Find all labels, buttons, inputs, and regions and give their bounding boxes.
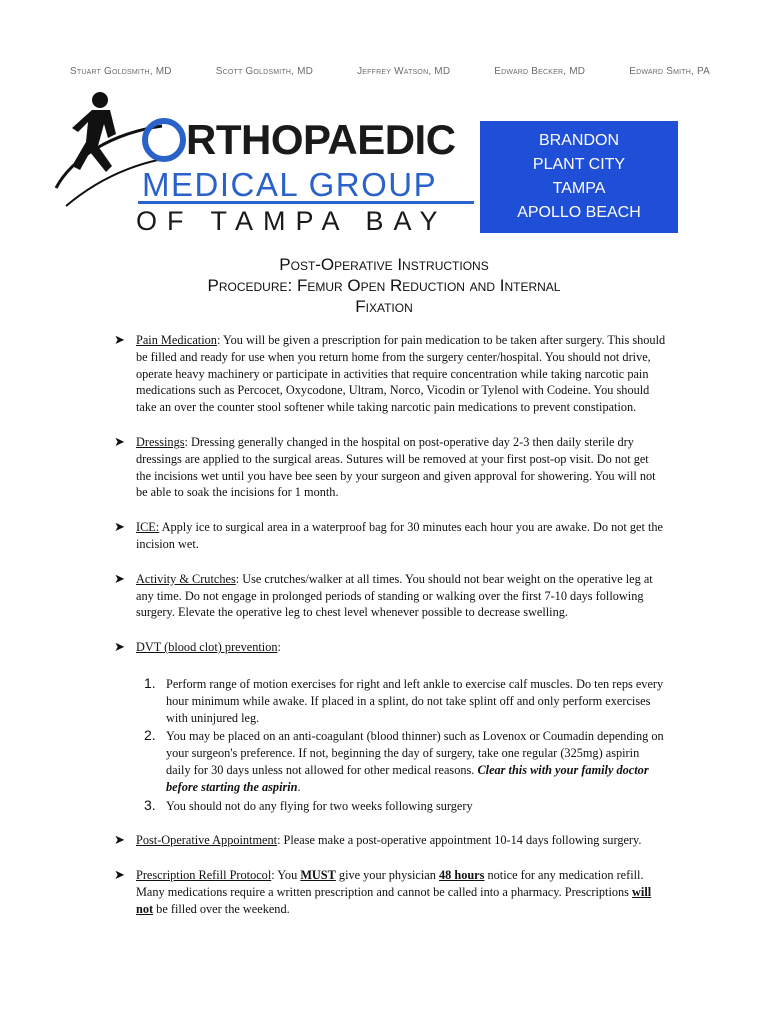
section-text: : Please make a post-operative appointment 10-14 days following surgery. — [277, 833, 642, 848]
section-text: Apply ice to surgical area in a waterproof bag for 30 minutes each hour you are awake. Do not get the incision wet. — [136, 520, 664, 551]
post-op-appointment-section — [114, 832, 666, 849]
section-text: notice for any medication refill. Many medications require a written prescription and cannot be called into a pharmacy. Prescriptions — [136, 868, 644, 899]
arrow-bullet-icon: ➤ — [114, 832, 125, 848]
location-item: APOLLO BEACH — [517, 204, 641, 221]
location-item: BRANDON — [538, 132, 619, 149]
title-line-1: Post-Operative Instructions — [279, 255, 489, 274]
ice-section — [114, 519, 666, 553]
emphasis-48-hours: 48 hours — [438, 868, 485, 883]
section-text: : — [277, 640, 281, 655]
dressings-section — [114, 434, 666, 501]
section-label: Pain Medication — [136, 333, 217, 347]
location-item: TAMPA — [552, 180, 606, 197]
locations-box — [480, 121, 678, 233]
logo-text-tampa-bay: OF TAMPA BAY — [136, 206, 448, 236]
section-text: be filled over the weekend. — [153, 901, 290, 916]
step-end: . — [297, 779, 301, 794]
instructions-body — [114, 332, 666, 936]
doctor-name: Edward Becker, MD — [494, 66, 586, 77]
arrow-bullet-icon: ➤ — [114, 433, 125, 449]
clinic-logo — [52, 88, 492, 238]
logo-text-medical-group: MEDICAL GROUP — [142, 166, 438, 203]
section-text: : You — [271, 868, 301, 883]
doctor-name: Stuart Goldsmith, MD — [70, 66, 172, 77]
dvt-steps-list — [144, 676, 666, 814]
title-line-2: Procedure: Femur Open Reduction and Internal — [207, 276, 561, 295]
location-item: PLANT CITY — [532, 156, 626, 173]
list-item — [144, 798, 666, 815]
arrow-bullet-icon: ➤ — [114, 519, 125, 535]
arrow-bullet-icon: ➤ — [114, 639, 125, 655]
section-label: ICE: — [136, 520, 160, 535]
arrow-bullet-icon: ➤ — [114, 332, 125, 347]
logo-text-orthopaedic: RTHOPAEDIC — [186, 116, 456, 163]
pain-medication-section — [114, 332, 666, 416]
doctor-name: Edward Smith, PA — [629, 66, 710, 77]
document-title — [70, 254, 698, 317]
activity-crutches-section — [114, 571, 666, 621]
doctor-name: Scott Goldsmith, MD — [215, 66, 314, 77]
section-text: : You will be given a prescription for pain medication to be taken after surgery. This should be filled and ready for use when you return home from the surgery center/hospital. You should not drive, operate heavy machinery or participate in activities that require concentration while taking narcotic pain medications such as Percocet, Oxycodone, Ultram, Norco, Vicodin or Tylenol with Codeine. You should take an over the counter stool softener while taking narcotic pain medications to prevent constipation. — [136, 333, 666, 415]
section-label: DVT (blood clot) prevention — [136, 640, 278, 655]
step-emphasis: Clear this with your family doctor before starting the aspirin — [166, 762, 649, 794]
emphasis-must: MUST — [300, 868, 336, 883]
step-text: Perform range of motion exercises for right and left ankle to exercise calf muscles. Do ten reps every hour minimum while awake. If placed in a splint, do not take splint off and only perform exercises with uninjured leg. — [166, 676, 664, 725]
prescription-refill-section — [114, 867, 666, 917]
title-line-3: Fixation — [355, 297, 413, 316]
section-label: Activity & Crutches — [136, 571, 236, 586]
section-text: give your physician — [335, 868, 439, 883]
section-label: Dressings — [136, 434, 185, 449]
dvt-prevention-section — [114, 639, 666, 656]
list-item — [144, 728, 666, 795]
section-label: Prescription Refill Protocol — [136, 868, 272, 883]
step-number: 3. — [144, 796, 156, 813]
step-number: 2. — [144, 727, 156, 744]
step-number: 1. — [144, 674, 156, 691]
emphasis-will-not: will not — [136, 884, 652, 916]
doctor-list — [70, 66, 710, 77]
list-item — [144, 676, 666, 726]
doctor-name: Jeffrey Watson, MD — [357, 66, 451, 77]
arrow-bullet-icon: ➤ — [114, 867, 125, 883]
section-text: : Use crutches/walker at all times. You should not bear weight on the operative leg at any time. Do not engage in prolonged periods of standing or walking over the first 7-10 days following surgery. Elevate the operative leg to chest level whenever possible to decrease swelling. — [136, 571, 653, 620]
section-text: : Dressing generally changed in the hospital on post-operative day 2-3 then daily sterile dry dressings are applied to the surgical areas. Sutures will be removed at your first post-op visit. Do not get the incisions wet until you have bee seen by your surgeon and given approval for showering. You will not be able to soak the incisions for 1 month. — [136, 434, 656, 500]
step-text: You should not do any flying for two weeks following surgery — [166, 798, 473, 813]
arrow-bullet-icon: ➤ — [114, 570, 125, 586]
step-text: You may be placed on an anti-coagulant (blood thinner) such as Lovenox or Coumadin depending on your surgeon's preference. If not, beginning the day of surgery, take one regular (325mg) aspirin daily for 30 days unless not allowed for other medical reasons. — [166, 729, 664, 777]
section-label: Post-Operative Appointment — [136, 833, 278, 848]
